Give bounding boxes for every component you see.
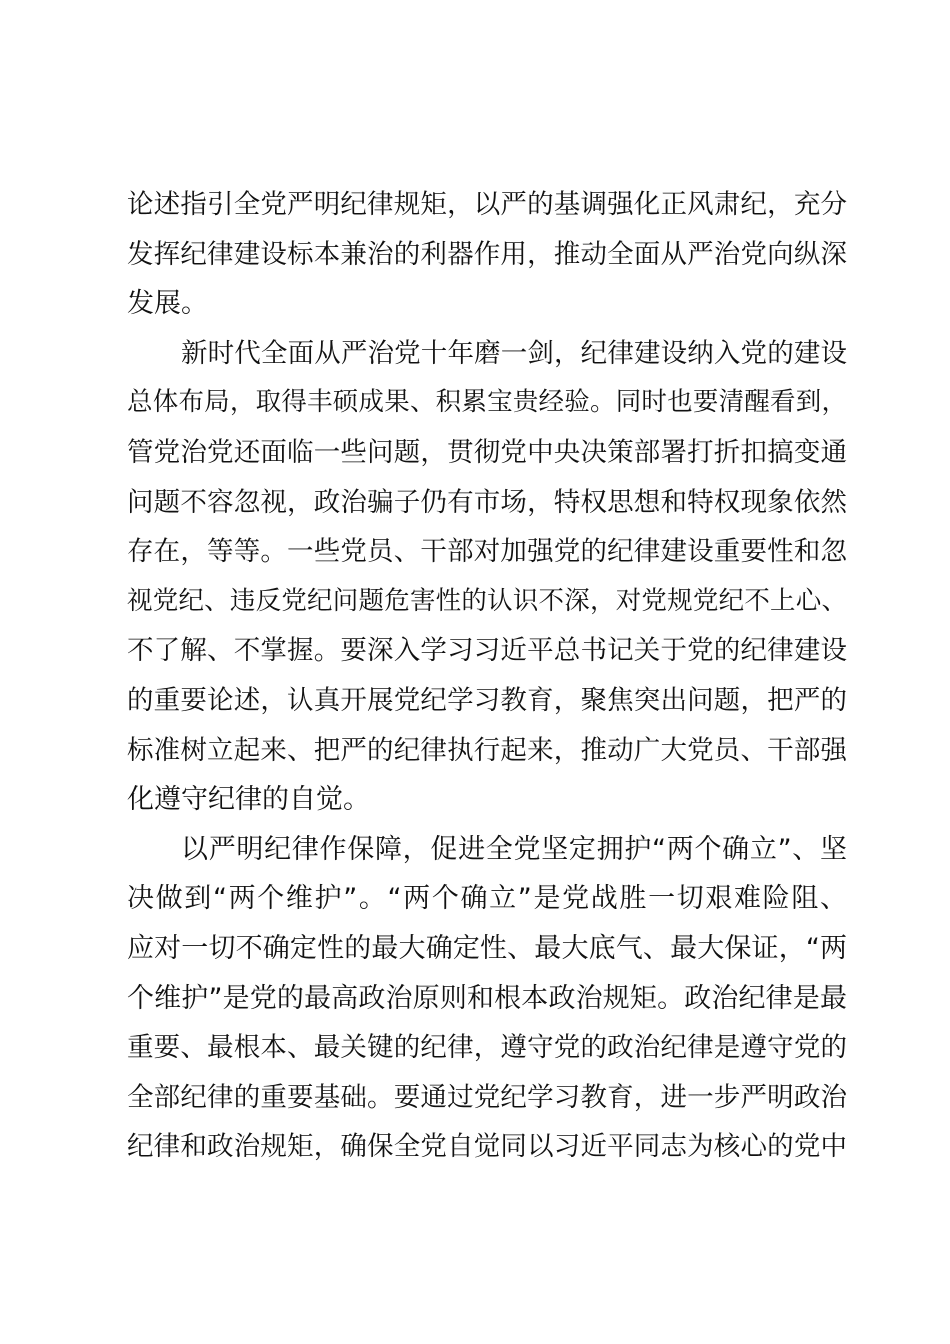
paragraph-line: 的重要论述，认真开展党纪学习教育，聚焦突出问题，把严的 bbox=[127, 684, 847, 716]
paragraph-line: 个维护”是党的最高政治原则和根本政治规矩。政治纪律是最 bbox=[127, 982, 847, 1014]
paragraph-line: 决做到“两个维护”。“两个确立”是党战胜一切艰难险阻、 bbox=[127, 883, 847, 915]
paragraph-line: 论述指引全党严明纪律规矩，以严的基调强化正风肃纪，充分 bbox=[127, 189, 847, 220]
paragraph-line: 全部纪律的重要基础。要通过党纪学习教育，进一步严明政治 bbox=[127, 1081, 847, 1113]
paragraph-line: 标准树立起来、把严的纪律执行起来，推动广大党员、干部强 bbox=[127, 734, 847, 766]
paragraph-line: 总体布局，取得丰硕成果、积累宝贵经验。同时也要清醒看到， bbox=[127, 387, 847, 418]
paragraph-line: 存在，等等。一些党员、干部对加强党的纪律建设重要性和忽 bbox=[127, 536, 847, 568]
paragraph-line: 重要、最根本、最关键的纪律，遵守党的政治纪律是遵守党的 bbox=[127, 1032, 847, 1064]
paragraph-line: 以严明纪律作保障，促进全党坚定拥护“两个确立”、坚 bbox=[181, 833, 847, 865]
paragraph-line: 不了解、不掌握。要深入学习习近平总书记关于党的纪律建设 bbox=[127, 635, 847, 667]
paragraph-line: 纪律和政治规矩，确保全党自觉同以习近平同志为核心的党中 bbox=[127, 1131, 847, 1163]
paragraph-line: 发展。 bbox=[127, 288, 208, 320]
paragraph-line: 化遵守纪律的自觉。 bbox=[127, 784, 370, 816]
document-body bbox=[127, 180, 847, 1172]
paragraph-line: 管党治党还面临一些问题，贯彻党中央决策部署打折扣搞变通 bbox=[127, 436, 847, 468]
paragraph-line: 新时代全面从严治党十年磨一剑，纪律建设纳入党的建设 bbox=[181, 337, 847, 369]
paragraph-line: 应对一切不确定性的最大确定性、最大底气、最大保证，“两 bbox=[127, 932, 847, 964]
paragraph-line: 问题不容忽视，政治骗子仍有市场，特权思想和特权现象依然 bbox=[127, 486, 847, 518]
paragraph-line: 发挥纪律建设标本兼治的利器作用，推动全面从严治党向纵深 bbox=[127, 238, 847, 270]
paragraph-line: 视党纪、违反党纪问题危害性的认识不深，对党规党纪不上心、 bbox=[127, 585, 847, 616]
